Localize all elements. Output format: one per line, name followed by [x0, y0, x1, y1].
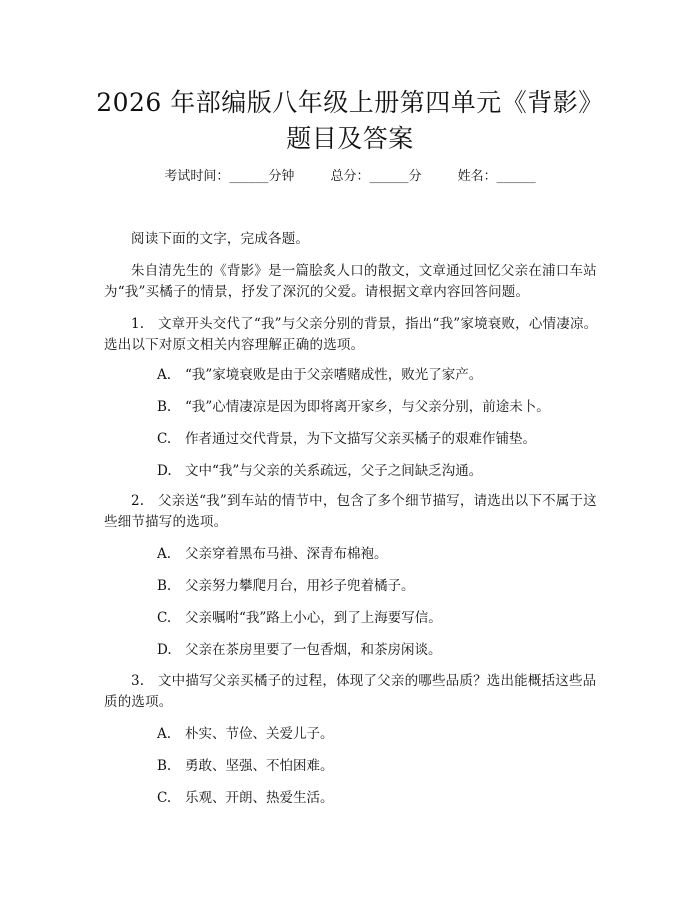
option-text: 父亲在茶房里要了一包香烟，和茶房闲谈。 [185, 642, 442, 658]
option-text: “我”心情凄凉是因为即将离开家乡，与父亲分别，前途未卜。 [185, 399, 550, 415]
exam-time-field: 考试时间：______分钟 [164, 169, 295, 184]
option-text: “我”家境衰败是由于父亲嗜赌成性，败光了家产。 [185, 367, 483, 383]
option-text: 乐观、开朗、热爱生活。 [185, 790, 334, 806]
intro-paragraph: 朱自清先生的《背影》是一篇脍炙人口的散文，文章通过回忆父亲在浦口车站为“我”买橘子的情景，抒发了深沉的父爱。请根据文章内容回答问题。 [104, 263, 597, 300]
option-text: 父亲穿着黑布马褂、深青布棉袍。 [185, 546, 388, 562]
option-text: 父亲努力攀爬月台，用衫子兜着橘子。 [185, 578, 415, 594]
exam-score-field: 总分：______分 [330, 169, 422, 184]
question-1-option-c [157, 429, 607, 450]
question-1-option-a [157, 365, 607, 386]
option-letter: A. [157, 546, 172, 562]
option-letter: A. [157, 367, 172, 383]
page-title-line-2: 题目及答案 [286, 124, 414, 153]
option-letter: A. [157, 726, 172, 742]
page-title-line-1: 2026 年部编版八年级上册第四单元《背影》 [96, 88, 604, 117]
question-1-option-d [157, 461, 607, 482]
option-letter: C. [157, 610, 172, 626]
instruction-text: 阅读下面的文字，完成各题。 [131, 231, 310, 247]
option-letter: B. [157, 399, 172, 415]
exam-name-field: 姓名：______ [457, 169, 536, 184]
question-2-stem: 2. 父亲送“我”到车站的情节中，包含了多个细节描写，请选出以下不属于这些细节描写的选项。 [104, 493, 597, 530]
option-text: 勇敢、坚强、不怕困难。 [185, 758, 334, 774]
option-text: 作者通过交代背景，为下文描写父亲买橘子的艰难作铺垫。 [185, 431, 536, 447]
option-letter: C. [157, 431, 172, 447]
question-2-option-c [157, 608, 607, 629]
question-2-option-d [157, 640, 607, 661]
exam-meta [0, 168, 700, 186]
question-2-option-a [157, 544, 607, 565]
option-text: 父亲嘱咐“我”路上小心，到了上海要写信。 [185, 610, 442, 626]
option-letter: B. [157, 578, 172, 594]
option-letter: D. [157, 463, 172, 479]
option-text: 文中“我”与父亲的关系疏远，父子之间缺乏沟通。 [185, 463, 483, 479]
question-1-option-b [157, 397, 607, 418]
option-letter: C. [157, 790, 172, 806]
question-3-option-a [157, 724, 607, 745]
option-text: 朴实、节俭、关爱儿子。 [185, 726, 334, 742]
question-3-option-b [157, 756, 607, 777]
question-3-option-c [157, 788, 607, 809]
question-3-stem: 3. 文中描写父亲买橘子的过程，体现了父亲的哪些品质？选出能概括这些品质的选项。 [104, 673, 597, 710]
option-letter: B. [157, 758, 172, 774]
question-2-option-b [157, 576, 607, 597]
option-letter: D. [157, 642, 172, 658]
question-1-stem: 1. 文章开头交代了“我”与父亲分别的背景，指出“我”家境衰败，心情凄凉。选出以下对原文相关内容理解正确的选项。 [104, 316, 598, 353]
